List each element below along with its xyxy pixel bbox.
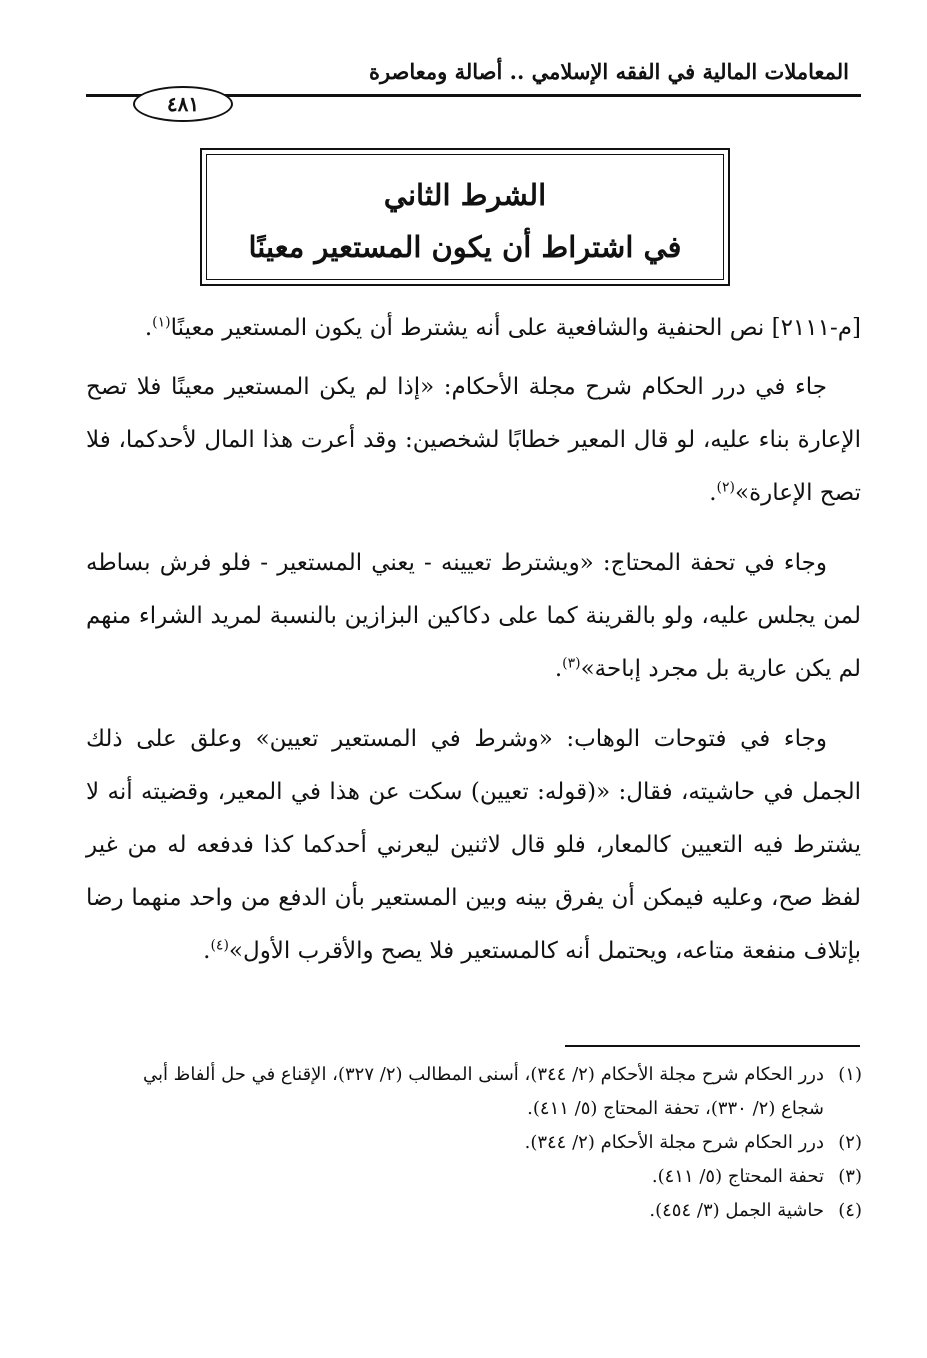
- footnote-marker: (٤): [210, 937, 229, 954]
- footnotes: [100, 1058, 862, 1228]
- footnote-marker: (٢): [716, 479, 736, 496]
- chapter-title-frame: [200, 148, 730, 286]
- paragraph: [86, 713, 861, 978]
- paragraph-text: [م-٢١١١] نص الحنفية والشافعية على أنه يشترط أن يكون المستعير معينًا: [170, 315, 861, 341]
- footnote-text: تحفة المحتاج (٥/ ٤١١).: [651, 1166, 824, 1187]
- paragraph-text: وجاء في تحفة المحتاج: «ويشترط تعيينه - يعني المستعير - فلو فرش بساطه لمن يجلس عليه، ولو بالقرينة كما على دكاكين البزازين بالنسبة لمريد الشراء منهم لم يكن عارية بل مجرد إباحة»: [86, 550, 861, 682]
- footnote: [100, 1126, 862, 1160]
- footnote-text: حاشية الجمل (٣/ ٤٥٤).: [649, 1200, 824, 1221]
- paragraph: [86, 361, 861, 520]
- paragraph-end: .: [144, 315, 153, 341]
- body-text: [86, 302, 861, 995]
- paragraph-end: .: [554, 656, 563, 682]
- paragraph: [86, 302, 861, 355]
- footnote-separator: [565, 1045, 860, 1047]
- footnote: [100, 1160, 862, 1194]
- paragraph: [86, 537, 861, 696]
- page-number: ٤٨١: [133, 86, 233, 122]
- paragraph-text: جاء في درر الحكام شرح مجلة الأحكام: «إذا لم يكن المستعير معينًا فلا تصح الإعارة بناء عليه، لو قال المعير خطابًا لشخصين: وقد أعرت هذا المال لأحدكما، فلا تصح الإعارة»: [86, 374, 861, 506]
- footnote: [100, 1058, 862, 1126]
- footnote-number: (١): [838, 1064, 862, 1085]
- footnote-text: درر الحكام شرح مجلة الأحكام (٢/ ٣٤٤).: [524, 1132, 824, 1153]
- footnote-number: (٢): [838, 1132, 862, 1153]
- footnote-number: (٤): [838, 1200, 862, 1221]
- paragraph-end: .: [709, 480, 717, 506]
- chapter-title: الشرط الثاني: [383, 178, 547, 212]
- chapter-title-inner-frame: [206, 154, 724, 280]
- footnote-text: درر الحكام شرح مجلة الأحكام (٢/ ٣٤٤)، أسنى المطالب (٢/ ٣٢٧)، الإقناع في حل ألفاظ أبي شجاع (٢/ ٣٣٠)، تحفة المحتاج (٥/ ٤١١).: [142, 1064, 824, 1119]
- footnote: [100, 1194, 862, 1228]
- footnote-marker: (١): [152, 314, 171, 331]
- chapter-subtitle: في اشتراط أن يكون المستعير معينًا: [248, 230, 682, 264]
- paragraph-end: .: [203, 938, 211, 964]
- running-header-title: المعاملات المالية في الفقه الإسلامي .. أصالة ومعاصرة: [368, 59, 849, 84]
- footnote-marker: (٣): [562, 655, 581, 672]
- footnote-number: (٣): [838, 1166, 862, 1187]
- paragraph-text: وجاء في فتوحات الوهاب: «وشرط في المستعير تعيين» وعلق على ذلك الجمل في حاشيته، فقال: «(قوله: تعيين) سكت عن هذا في المعير، وقضيته أنه لا يشترط فيه التعيين كالمعار، فلو قال لاثنين ليعرني أحدكما كذا فدفعه له من غير لفظ صح، وعليه فيمكن أن يفرق بينه وبين المستعير بأن الدفع من واحد منهما رضا بإتلاف منفعة متاعه، ويحتمل أنه كالمستعير فلا يصح والأقرب الأول»: [86, 726, 861, 964]
